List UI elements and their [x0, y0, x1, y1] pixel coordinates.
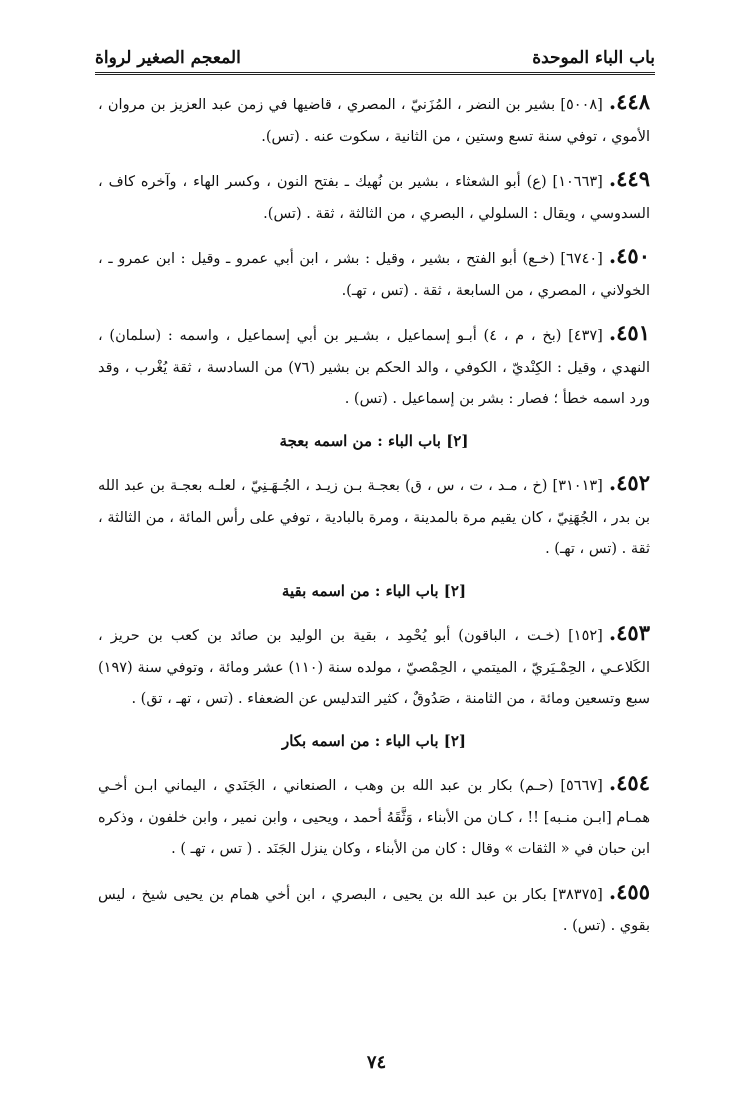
page-number: ٧٤	[366, 1052, 387, 1073]
entry-number: ٤٥٣.	[608, 620, 650, 645]
entry-text: [١٠٦٦٣] (ع) أبو الشعثاء ، بشير بن نُهيك ـ بفتح النون ، وكسر الهاء ، وآخره كاف ، السدوسي ، ويقال : السلولي ، البصري ، من الثالثة ، ثقة . (تس).	[98, 174, 650, 222]
header-chapter-title: باب الباء الموحدة	[532, 48, 655, 68]
entry-number: ٤٥١.	[608, 320, 650, 345]
entry-454	[98, 767, 650, 866]
entry-number: ٤٥٥.	[608, 878, 650, 904]
entry-451	[98, 317, 650, 416]
entry-number: ٤٥٤.	[608, 770, 650, 795]
section-heading-bakkar: [٢] باب الباء : من اسمه بكار	[281, 731, 467, 750]
entry-text: [٥٦٦٧] (حـم) بكار بن عبد الله بن وهب ، الصنعاني ، الجَنَدي ، اليماني ابـن أخـي همـام [ابـن منـبه] !! ، كـان من الأبناء ، وَثَّقَهُ أحمد ، ويحيى ، وابن نمير ، وابن خلفون ، وذكره ابن حبان في « الثقات » وقال : كان من الأبناء ، وكان ينزل الجَنَد . ( تس ، تهـ ) .	[98, 778, 650, 857]
entry-number: ٤٤٨.	[608, 89, 650, 114]
page-body	[98, 86, 650, 953]
entry-text: [٣٨٣٧٥] بكار بن عبد الله بن يحيى ، البصري ، ابن أخي همام بن يحيى شيخ ، ليس بقوي . (تس) .	[98, 886, 650, 934]
entry-number: ٤٤٩.	[608, 166, 650, 191]
entry-452	[98, 467, 650, 566]
entry-453	[98, 617, 650, 716]
entry-text: [٤٣٧] (بخ ، م ، ٤) أبـو إسماعيل ، بشـير بن أبي إسماعيل ، واسمه : (سلمان) ، النهدي ، وقيل : الكِنْديّ ، الكوفي ، والد الحكم بن بشير (٧٦) من السادسة ، ثقة يُغْرب ، وقد ورد اسمه خطأ ؛ فصار : بشر بن إسماعيل . (تس) .	[98, 328, 650, 407]
section-heading-bajah: [٢] باب الباء : من اسمه بعجة	[279, 431, 469, 450]
entry-455	[98, 876, 650, 943]
entry-text: [٥٠٠٨] بشير بن النضر ، المُزَنيّ ، المصري ، قاضيها في زمن عبد العزيز بن مروان ، الأموي ، توفي سنة تسع وستين ، من الثانية ، سكوت عنه . (تس).	[98, 97, 650, 145]
section-heading-baqiyyah: [٢] باب الباء : من اسمه بقية	[281, 581, 467, 600]
entry-number: ٤٥٢.	[608, 470, 650, 495]
entry-text: [٣١٠١٣] (خ ، مـد ، ت ، س ، ق) بعجـة بـن زيـد ، الجُـهَـنِيّ ، لعلـه بعجـة بن عبد الله بن بدر ، الجُهَنِيّ ، كان يقيم مرة بالمدينة ، ومرة بالبادية ، توفي على رأس المائة ، من الثالثة ، ثقة . (تس ، تهـ) .	[98, 478, 650, 557]
running-header	[95, 40, 655, 68]
header-book-title: المعجم الصغير لرواة	[95, 48, 241, 68]
entry-text: [١٥٢] (خـت ، الباقون) أبو يُحْمِد ، بقية بن الوليد بن صائد بن كعب بن حريز ، الكَلاعـي ، الحِمْـيَريّ ، الميتمي ، الحِمْصيّ ، مولده سنة (١١٠) عشر ومائة ، وتوفي سنة (١٩٧) سبع وتسعين ومائة ، من الثامنة ، صَدُوقٌ ، كثير التدليس عن الضعفاء . (تس ، تهـ ، تق) .	[98, 628, 650, 707]
entry-448	[98, 86, 650, 153]
header-divider	[95, 72, 655, 75]
entry-450	[98, 240, 650, 307]
entry-number: ٤٥٠.	[608, 243, 650, 268]
entry-449	[98, 163, 650, 230]
entry-text: [٦٧٤٠] (خـع) أبو الفتح ، بشير ، وقيل : بشر ، ابن أبي عمرو ـ وقيل : ابن عمرو ـ ، الخولاني ، المصري ، من السابعة ، ثقة . (تس ، تهـ).	[98, 251, 650, 299]
